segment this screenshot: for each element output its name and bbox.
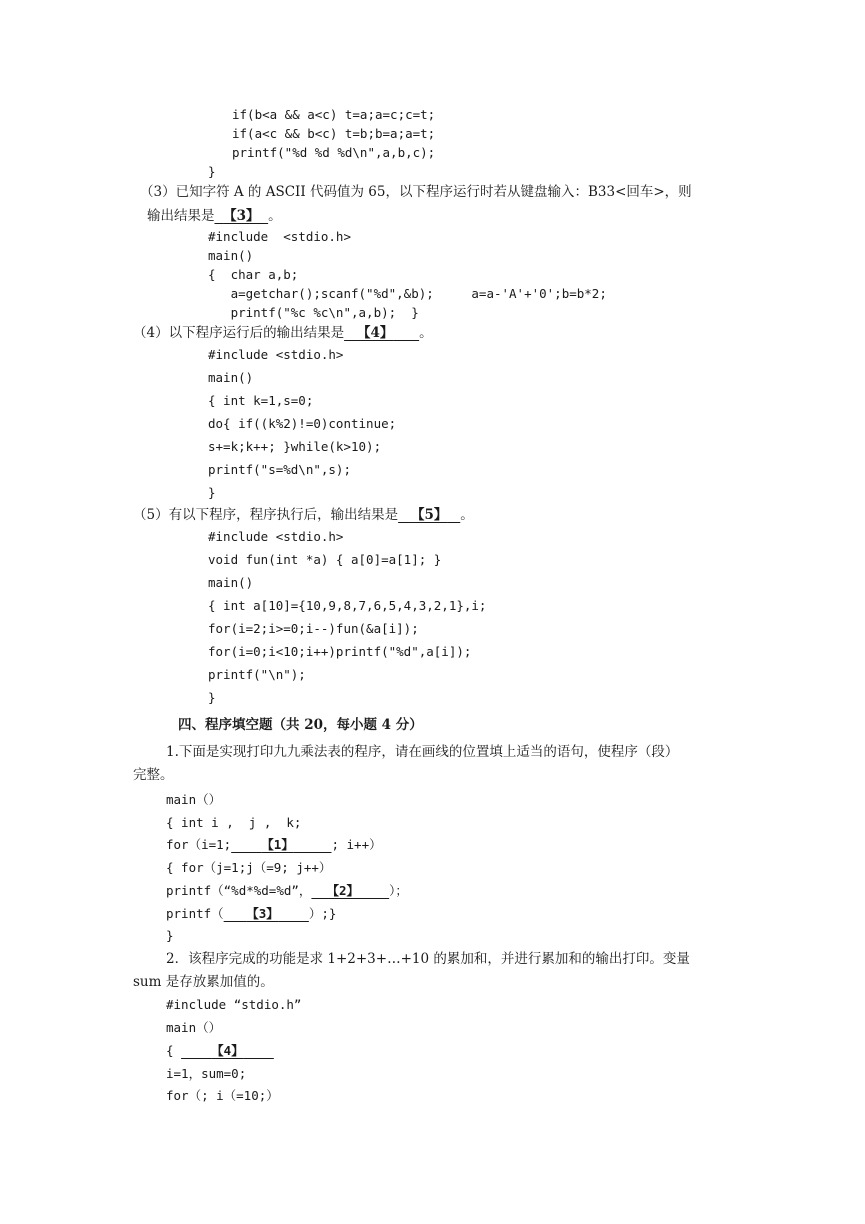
code-line: #include <stdio.h>	[208, 229, 351, 244]
code-line: { int k=1,s=0;	[208, 393, 314, 408]
problem-1-text-cont: 完整。	[133, 767, 174, 783]
code-line: printf("s=%d\n",s);	[208, 462, 351, 477]
question-4-text: （4）以下程序运行后的输出结果是 【4】 。	[133, 325, 433, 341]
fill-blank-1: 【1】	[261, 837, 294, 852]
code-line: i=1，sum=0;	[166, 1066, 247, 1081]
code-line: }	[208, 690, 216, 705]
code-line: { for（j=1;j（=9; j++）	[166, 860, 332, 875]
code-line: { 【4】	[166, 1043, 244, 1058]
question-5-text: （5）有以下程序，程序执行后，输出结果是 【5】 。	[133, 507, 474, 523]
code-line: do{ if((k%2)!=0)continue;	[208, 416, 397, 431]
problem-2-text-cont: sum 是存放累加值的。	[133, 974, 274, 990]
code-line: main()	[208, 370, 254, 385]
code-line: { int a[10]={10,9,8,7,6,5,4,3,2,1},i;	[208, 598, 487, 613]
code-line: { char a,b;	[208, 267, 299, 282]
fill-blank-4: 【4】	[211, 1043, 244, 1058]
code-line: main（）	[166, 1020, 222, 1035]
code-line: printf("\n");	[208, 667, 306, 682]
answer-blank-3: 【3】	[223, 208, 260, 224]
question-3-line2: 输出结果是 【3】 。	[147, 208, 282, 224]
code-line: }	[208, 485, 216, 500]
code-line: }	[208, 164, 216, 179]
code-line: }	[166, 928, 174, 943]
code-line: s+=k;k++; }while(k>10);	[208, 439, 382, 454]
code-line: printf（“%d*%d=%d”， 【2】 ）；	[166, 883, 408, 898]
code-line: main（）	[166, 792, 222, 807]
code-line: printf("%d %d %d\n",a,b,c);	[232, 145, 436, 160]
code-line: for（i=1; 【1】 ; i++）	[166, 837, 382, 852]
code-line: main()	[208, 248, 254, 263]
fill-blank-2: 【2】	[326, 883, 360, 898]
problem-1-text: 1.下面是实现打印九九乘法表的程序，请在画线的位置填上适当的语句，使程序（段）	[166, 744, 679, 760]
code-line: if(b<a && a<c) t=a;a=c;c=t;	[232, 107, 436, 122]
answer-blank-5: 【5】	[410, 507, 448, 523]
code-line: void fun(int *a) { a[0]=a[1]; }	[208, 552, 442, 567]
code-line: printf（ 【3】 ）;}	[166, 906, 337, 921]
code-line: if(a<c && b<c) t=b;b=a;a=t;	[232, 126, 436, 141]
code-line: #include <stdio.h>	[208, 529, 344, 544]
fill-blank-3: 【3】	[246, 906, 279, 921]
code-line: { int i , j , k;	[166, 815, 302, 830]
problem-2-text: 2．该程序完成的功能是求 1+2+3+…+10 的累加和，并进行累加和的输出打印。变量	[166, 951, 690, 967]
code-line: for(i=2;i>=0;i--)fun(&a[i]);	[208, 621, 419, 636]
section-heading: 四、程序填空题（共 20，每小题 4 分）	[178, 717, 423, 733]
answer-blank-4: 【4】	[356, 325, 394, 341]
question-3-text: （3）已知字符 A 的 ASCII 代码值为 65，以下程序运行时若从键盘输入：B33<回车>，则	[140, 184, 692, 200]
code-line: a=getchar();scanf("%d",&b); a=a-'A'+'0';b=b*2;	[208, 286, 607, 301]
code-line: for(i=0;i<10;i++)printf("%d",a[i]);	[208, 644, 472, 659]
code-line: for（; i（=10;）	[166, 1088, 279, 1103]
code-line: #include “stdio.h”	[166, 997, 302, 1012]
code-line: printf("%c %c\n",a,b); }	[208, 305, 419, 320]
code-line: main()	[208, 575, 254, 590]
code-line: #include <stdio.h>	[208, 347, 344, 362]
